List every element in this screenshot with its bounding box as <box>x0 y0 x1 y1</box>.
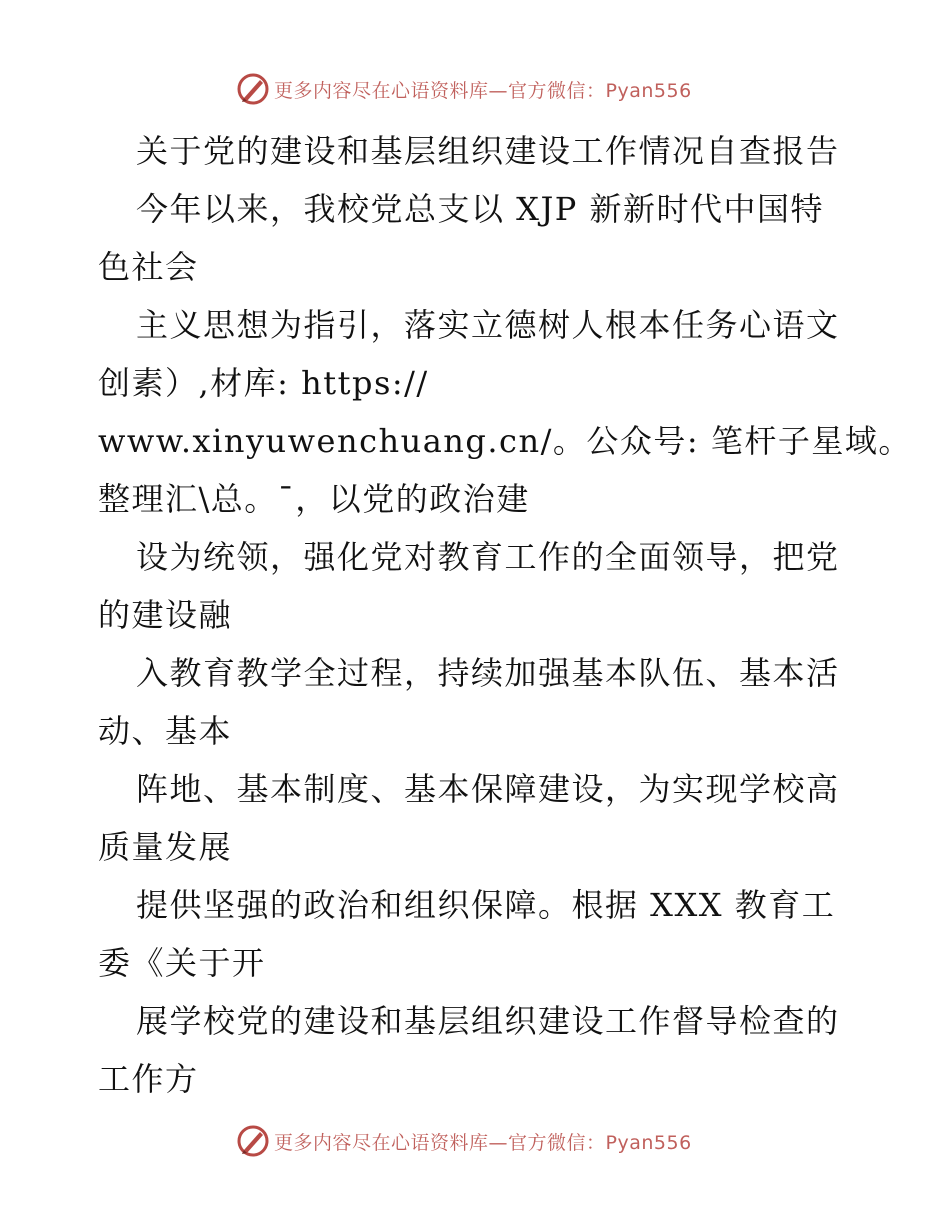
text-line: 主义思想为指引，落实立德树人根本任务心语文 <box>136 306 840 344</box>
text-line: 创素）,材库: https:// <box>98 364 429 402</box>
text-line: 入教育教学全过程，持续加强基本队伍、基本活 <box>136 654 840 692</box>
watermark-footer <box>236 1124 692 1158</box>
pen-logo-icon <box>236 72 270 106</box>
pen-logo-icon <box>236 1124 270 1158</box>
text-line: 质量发展 <box>98 828 233 866</box>
text-line: 委《关于开 <box>98 944 266 982</box>
document-body <box>98 122 912 1108</box>
text-line: 整理汇\总。¯，以党的政治建 <box>98 480 530 518</box>
text-line: 动、基本 <box>98 712 233 750</box>
watermark-text: 更多内容尽在心语资料库—官方微信：Pyan556 <box>274 1131 692 1154</box>
watermark-header <box>236 72 692 106</box>
text-line: 的建设融 <box>98 596 233 634</box>
text-line: 今年以来，我校党总支以 XJP 新新时代中国特 <box>136 190 824 228</box>
watermark-text: 更多内容尽在心语资料库—官方微信：Pyan556 <box>274 79 692 102</box>
text-line: 设为统领，强化党对教育工作的全面领导，把党 <box>136 538 840 576</box>
text-line: 展学校党的建设和基层组织建设工作督导检查的 <box>136 1002 840 1040</box>
text-line: 阵地、基本制度、基本保障建设，为实现学校高 <box>136 770 840 808</box>
text-line: 关于党的建设和基层组织建设工作情况自查报告 <box>136 132 840 170</box>
text-line: 色社会 <box>98 248 199 286</box>
text-line: www.xinyuwenchuang.cn/。公众号: 笔杆子星域。 <box>98 422 912 460</box>
text-line: 提供坚强的政治和组织保障。根据 XXX 教育工 <box>136 886 836 924</box>
text-line: 工作方 <box>98 1060 199 1098</box>
